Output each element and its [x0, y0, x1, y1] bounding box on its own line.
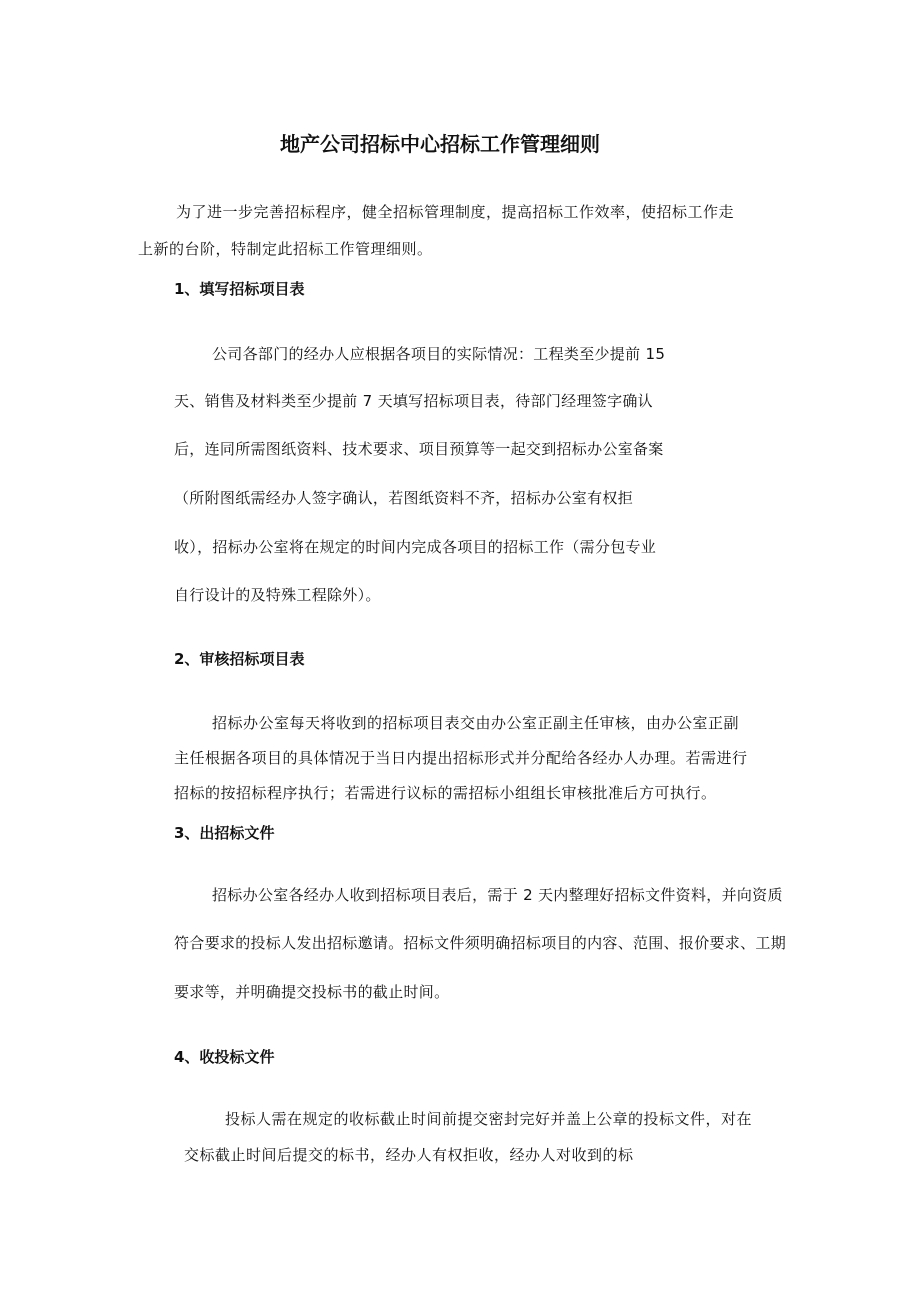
section-3-heading: 3、出招标文件 [174, 824, 275, 842]
intro-line-2: 上新的台阶，特制定此招标工作管理细则。 [138, 240, 433, 258]
section-2-line-2: 主任根据各项目的具体情况于当日内提出招标形式并分配给各经办人办理。若需进行 [174, 749, 748, 767]
section-4-heading: 4、收投标文件 [174, 1048, 275, 1066]
section-1-line-5: 收），招标办公室将在规定的时间内完成各项目的招标工作（需分包专业 [174, 538, 657, 556]
document-title: 地产公司招标中心招标工作管理细则 [280, 132, 600, 156]
section-3-line-3: 要求等，并明确提交投标书的截止时间。 [174, 983, 450, 1001]
section-2-line-3: 招标的按招标程序执行；若需进行议标的需招标小组组长审核批准后方可执行。 [174, 784, 717, 802]
section-1-line-1: 公司各部门的经办人应根据各项目的实际情况：工程类至少提前 15 [212, 345, 666, 363]
section-3-line-2: 符合要求的投标人发出招标邀请。招标文件须明确招标项目的内容、范围、报价要求、工期 [174, 934, 787, 952]
section-1-heading: 1、填写招标项目表 [174, 280, 305, 298]
section-3-line-1: 招标办公室各经办人收到招标项目表后，需于 2 天内整理好招标文件资料，并向资质 [212, 886, 783, 904]
section-4-line-1: 投标人需在规定的收标截止时间前提交密封完好并盖上公章的投标文件，对在 [225, 1110, 753, 1128]
section-4-line-2: 交标截止时间后提交的标书，经办人有权拒收，经办人对收到的标 [184, 1146, 634, 1164]
intro-line-1: 为了进一步完善招标程序，健全招标管理制度，提高招标工作效率，使招标工作走 [176, 203, 735, 221]
section-1-line-4: （所附图纸需经办人签字确认，若图纸资料不齐，招标办公室有权拒 [174, 489, 634, 507]
section-2-line-1: 招标办公室每天将收到的招标项目表交由办公室正副主任审核，由办公室正副 [212, 714, 740, 732]
section-1-line-6: 自行设计的及特殊工程除外）。 [174, 586, 381, 604]
section-1-line-3: 后，连同所需图纸资料、技术要求、项目预算等一起交到招标办公室备案 [174, 440, 664, 458]
section-2-heading: 2、审核招标项目表 [174, 650, 305, 668]
section-1-line-2: 天、销售及材料类至少提前 7 天填写招标项目表，待部门经理签字确认 [174, 392, 653, 410]
